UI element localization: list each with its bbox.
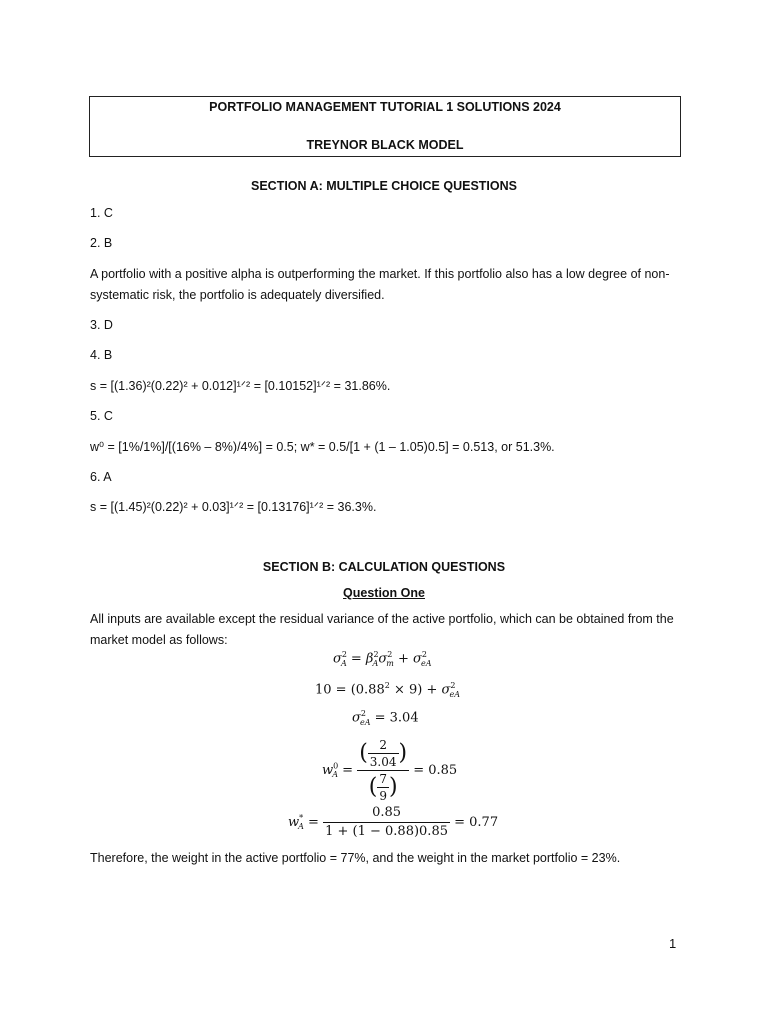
answer-5-formula: w⁰ = [1%/1%]/[(16% – 8%)/4%] = 0.5; w* = 0.5/[1 + (1 – 1.05)0.5] = 0.513, or 51.3%. xyxy=(90,440,555,454)
equation-variance-decomposition: $\sigma^2_A = \beta^2_A\sigma^2_m + \sigma^2_{eA}$ xyxy=(333,650,432,668)
question-one-title: Question One xyxy=(343,586,425,600)
eq2-mid: × 9) + xyxy=(389,682,442,698)
answer-4: 4. B xyxy=(90,348,113,362)
eq2-lhs: 10 = (0.88 xyxy=(315,682,385,698)
eq5-fraction xyxy=(323,804,450,841)
page-number: 1 xyxy=(669,936,677,951)
equation-initial-weight: $w^0_A$ = ( $\frac{2}{3.04}$ ) ( $\frac{7}{9}$ ) = 0.85 xyxy=(322,738,458,803)
eq4-den-bottom: 9 xyxy=(379,789,387,803)
eq4-result: = 0.85 xyxy=(413,763,458,778)
eq4-num-bottom: 3.04 xyxy=(369,755,397,769)
eq4-num-top: 2 xyxy=(379,738,387,752)
answer-2: 2. B xyxy=(90,236,113,250)
eq5-num: 0.85 xyxy=(372,805,402,820)
answer-2-explanation: A portfolio with a positive alpha is outperforming the market. If this portfolio also has a low degree of non-systematic risk, the portfolio is adequately diversified. xyxy=(90,267,670,302)
eq5-result: = 0.77 xyxy=(454,815,499,830)
question-one-intro: All inputs are available except the residual variance of the active portfolio, which can be obtained from the market model as follows: xyxy=(90,612,674,647)
eq4-den-top: 7 xyxy=(379,772,387,786)
eq5-den: 1 + (1 − 0.88)0.85 xyxy=(325,824,448,839)
answer-6-formula: s = [(1.45)²(0.22)² + 0.03]¹ᐟ² = [0.13176]¹ᐟ² = 36.3%. xyxy=(90,500,377,514)
document-title: PORTFOLIO MANAGEMENT TUTORIAL 1 SOLUTIONS 2024 xyxy=(209,100,561,114)
equation-optimal-weight: $w^*_A$ = $\frac{0.85}{1 + (1 - 0.88)0.85}$ = 0.77 xyxy=(288,805,499,839)
section-a-heading: SECTION A: MULTIPLE CHOICE QUESTIONS xyxy=(251,179,517,193)
document-subtitle: TREYNOR BLACK MODEL xyxy=(306,138,464,152)
answer-3: 3. D xyxy=(90,318,113,332)
eq3-rhs: = 3.04 xyxy=(370,710,419,726)
question-one-conclusion: Therefore, the weight in the active portfolio = 77%, and the weight in the market portfolio = 23%. xyxy=(90,851,621,865)
answer-1: 1. C xyxy=(90,206,113,220)
equation-residual-variance: $\sigma^2_{eA} = 3.04$ xyxy=(352,709,419,727)
answer-5: 5. C xyxy=(90,409,113,423)
answer-4-formula: s = [(1.36)²(0.22)² + 0.012]¹ᐟ² = [0.10152]¹ᐟ² = 31.86%. xyxy=(90,379,391,393)
eq4-fraction: ( $\frac{2}{3.04}$ ) ( $\frac{7}{9}$ ) xyxy=(359,738,408,803)
answer-6: 6. A xyxy=(90,470,112,484)
title-box xyxy=(89,96,681,157)
section-b-heading: SECTION B: CALCULATION QUESTIONS xyxy=(262,560,506,574)
equation-variance-values: $10 = (0.88^2 \times 9) + \sigma^2_{eA}$ xyxy=(315,681,460,699)
